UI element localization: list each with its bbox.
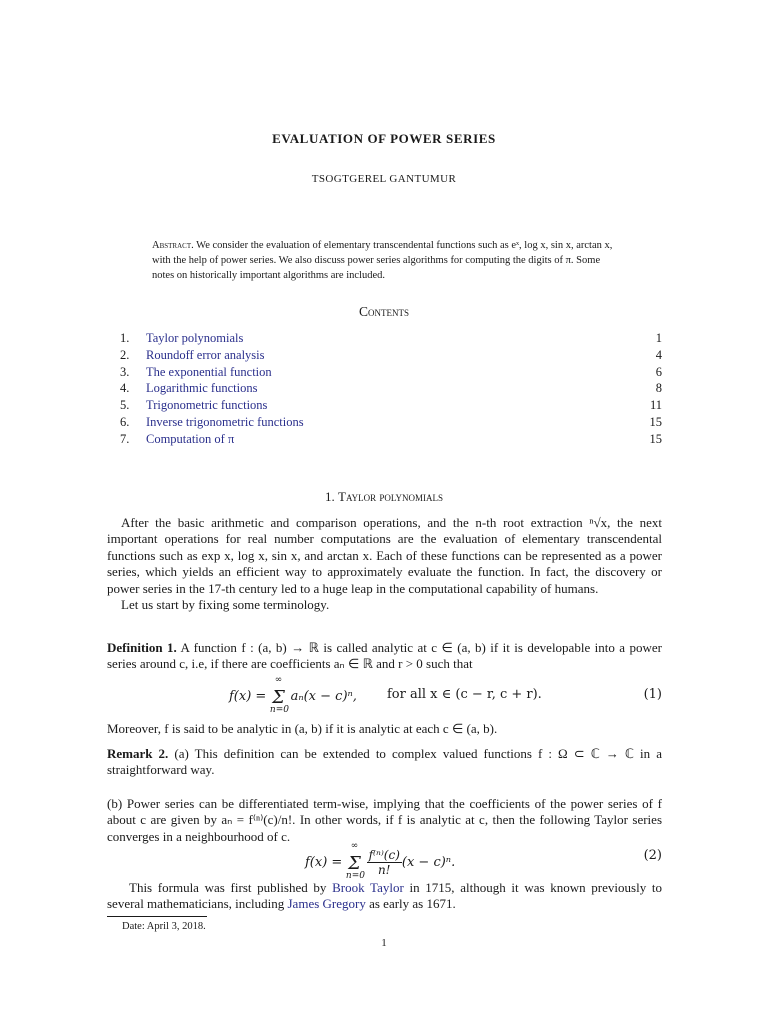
section-title: Taylor polynomials [338,489,443,504]
definition-text: A function f : (a, b) → ℝ is called analytic at c ∈ (a, b) if it is developable into a power series around c, i.e, if there are coefficients aₙ ∈ ℝ and r > 0 such that [107,640,662,672]
abstract [152,238,622,283]
toc-page: 1 [655,331,662,345]
toc-item-1[interactable] [120,330,662,347]
equation-number: (2) [643,848,662,863]
toc-page: 6 [655,364,662,379]
remark-2b: (b) Power series can be differentiated term-wise, implying that the coefficients of the power series of f about c are given by aₙ = f⁽ⁿ⁾(c)/n!. In other words, if f is analytic at c, then the following Taylor series converges in a neighbourhood of c. [107,796,662,844]
eq2-lhs: f(x) = [305,855,347,870]
toc-page: 15 [649,414,662,429]
paragraph-history [107,880,662,913]
fraction-denominator: n! [377,863,391,877]
toc-num: 5. [120,398,130,413]
section-number: 1. [325,489,335,504]
remark-a-text: (a) This definition can be extended to complex valued functions f : Ω ⊂ ℂ → ℂ in a straightforward way. [107,746,662,778]
sum-upper: ∞ [274,675,283,685]
section-heading [0,489,768,505]
equation-number: (1) [643,687,662,702]
eq1-condition: for all x ∈ (c − r, c + r). [387,687,542,702]
equation-1 [107,675,662,716]
eq1-lhs: f(x) = [229,689,271,704]
link-brook-taylor[interactable]: Brook Taylor [332,880,404,895]
toc-link[interactable]: Logarithmic functions [146,381,258,396]
sum-symbol: Σ ∞ n=0 [269,675,289,715]
toc-item-2[interactable] [120,347,662,364]
paragraph-moreover: Moreover, f is said to be analytic in (a, b) if it is analytic at each c ∈ (a, b). [107,721,498,736]
sum-lower: n=0 [345,871,365,881]
sum-symbol: Σ ∞ n=0 [345,841,365,881]
toc-item-7[interactable] [120,431,662,448]
toc-num: 4. [120,381,130,396]
toc-page: 15 [649,431,662,446]
toc-link[interactable]: Trigonometric functions [146,398,268,413]
history-text: in 1715, although it was known previously to several mathematicians, including [107,880,662,912]
toc-item-6[interactable] [120,414,662,431]
toc-link[interactable]: Computation of π [146,431,235,446]
toc-link[interactable]: Taylor polynomials [146,331,244,345]
toc-link[interactable]: Inverse trigonometric functions [146,414,304,429]
remark-label: Remark 2. [107,746,169,761]
toc-num: 7. [120,431,130,446]
toc-num: 3. [120,364,130,379]
eq2-rhs: (x − c)ⁿ. [401,855,456,870]
paper-title: EVALUATION OF POWER SERIES [272,131,496,146]
toc-num: 2. [120,347,130,362]
abstract-text: We consider the evaluation of elementary transcendental functions such as eˣ, log x, sin x, arctan x, with the help of power series. We also discuss power series algorithms for computing the digits of π. Some notes on historically important algorithms are included. [152,240,613,281]
abstract-label: Abstract. [152,240,194,251]
link-james-gregory[interactable]: James Gregory [287,896,366,912]
footnote-rule [107,916,207,917]
table-of-contents [120,330,662,448]
footnote-date: Date: April 3, 2018. [122,921,206,932]
fraction [367,848,402,877]
paper-author: TSOGTGEREL GANTUMUR [311,173,457,185]
history-text: as early as 1671. [365,896,456,912]
history-text: This formula was first published by [129,880,333,895]
equation-2 [107,838,662,881]
toc-item-4[interactable] [120,380,662,397]
sum-upper: ∞ [350,841,359,851]
definition-1 [107,640,662,673]
equation-2-body [305,841,456,881]
fraction-numerator: f⁽ⁿ⁾(c) [368,848,400,862]
remark-2a [107,746,662,779]
contents-heading: Contents [358,304,409,319]
toc-link[interactable]: The exponential function [146,364,272,379]
sum-lower: n=0 [269,705,289,715]
definition-label: Definition 1. [107,640,177,655]
toc-page: 11 [649,398,662,413]
toc-item-5[interactable] [120,397,662,414]
toc-item-3[interactable] [120,364,662,381]
toc-num: 1. [120,331,130,345]
toc-page: 4 [655,347,662,362]
eq1-rhs: aₙ(x − c)ⁿ, [286,689,357,704]
equation-1-body [229,675,357,715]
toc-num: 6. [120,414,130,429]
paragraph-terminology: Let us start by fixing some terminology. [121,597,330,612]
toc-page: 8 [655,381,662,396]
paragraph-intro: After the basic arithmetic and comparison operations, and the n-th root extraction ⁿ√x, the next important operations for real number computations are the evaluation of elementary transcendental functions such as exp x, log x, sin x, and arctan x. Each of these functions can be represented as a power series, which yields an efficient way to approximately evaluate the function. In fact, the discovery or power series in the 17-th century led to a huge leap in the computational capability of humans. [107,515,662,596]
toc-link[interactable]: Roundoff error analysis [146,347,265,362]
page-number: 1 [381,937,387,949]
